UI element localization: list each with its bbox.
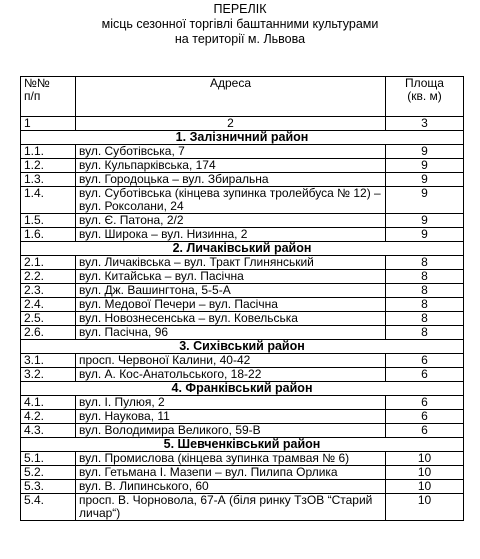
row-number-cell: 4.2. — [21, 410, 76, 424]
table-row — [21, 214, 464, 228]
row-area-cell: 6 — [386, 410, 464, 424]
row-area-cell: 9 — [386, 228, 464, 242]
row-address-cell: вул. Промислова (кінцева зупинка трамвая № 6) — [76, 452, 386, 466]
table-row — [21, 228, 464, 242]
row-number-cell: 5.2. — [21, 466, 76, 480]
table-row — [21, 326, 464, 340]
row-address-cell: вул. Пасічна, 96 — [76, 326, 386, 340]
table-row — [21, 159, 464, 173]
row-area-cell: 6 — [386, 368, 464, 382]
row-number-cell: 5.4. — [21, 494, 76, 521]
row-address-cell: вул. Суботівська (кінцева зупинка тролейбуса № 12) – вул. Роксолани, 24 — [76, 187, 386, 214]
row-address-cell: вул. В. Липинського, 60 — [76, 480, 386, 494]
row-area-cell: 10 — [386, 466, 464, 480]
table-body — [21, 131, 464, 521]
table-row — [21, 298, 464, 312]
table-row — [21, 256, 464, 270]
locations-table — [20, 76, 464, 521]
document-subtitle-line-1: місць сезонної торгівлі баштанними культурами — [101, 17, 379, 31]
row-area-cell: 9 — [386, 159, 464, 173]
row-address-cell: просп. В. Чорновола, 67-А (біля ринку ТзОВ “Старий личар“) — [76, 494, 386, 521]
district-heading-row — [21, 382, 464, 396]
column-index-3: 3 — [386, 117, 464, 131]
row-number-cell: 2.5. — [21, 312, 76, 326]
row-area-cell: 8 — [386, 326, 464, 340]
document-title: ПЕРЕЛІК — [213, 2, 267, 16]
column-index-row — [21, 117, 464, 131]
row-number-cell: 3.2. — [21, 368, 76, 382]
row-number-cell: 2.1. — [21, 256, 76, 270]
column-header-address: Адреса — [76, 77, 386, 117]
column-header-number: №№ п/п — [21, 77, 76, 117]
row-area-cell: 8 — [386, 284, 464, 298]
row-number-cell: 1.3. — [21, 173, 76, 187]
table-row — [21, 424, 464, 438]
table-header-row — [21, 77, 464, 117]
table-row — [21, 494, 464, 521]
table-row — [21, 452, 464, 466]
row-number-cell: 2.2. — [21, 270, 76, 284]
row-area-cell: 6 — [386, 354, 464, 368]
table-row — [21, 396, 464, 410]
row-address-cell: просп. Червоної Калини, 40-42 — [76, 354, 386, 368]
table-row — [21, 270, 464, 284]
table-row — [21, 284, 464, 298]
row-number-cell: 3.1. — [21, 354, 76, 368]
row-area-cell: 9 — [386, 173, 464, 187]
row-number-cell: 4.3. — [21, 424, 76, 438]
row-address-cell: вул. Суботівська, 7 — [76, 145, 386, 159]
row-area-cell: 9 — [386, 214, 464, 228]
row-area-cell: 8 — [386, 312, 464, 326]
row-area-cell: 9 — [386, 187, 464, 214]
row-address-cell: вул. Широка – вул. Низинна, 2 — [76, 228, 386, 242]
column-index-2: 2 — [76, 117, 386, 131]
row-area-cell: 10 — [386, 452, 464, 466]
table-row — [21, 145, 464, 159]
district-heading-row — [21, 242, 464, 256]
document-header — [0, 2, 480, 47]
row-address-cell: вул. Личаківська – вул. Тракт Глинянський — [76, 256, 386, 270]
district-heading-row — [21, 131, 464, 145]
row-address-cell: вул. Гетьмана І. Мазепи – вул. Пилипа Орлика — [76, 466, 386, 480]
row-address-cell: вул. Дж. Вашингтона, 5-5-А — [76, 284, 386, 298]
row-area-cell: 9 — [386, 145, 464, 159]
row-address-cell: вул. Китайська – вул. Пасічна — [76, 270, 386, 284]
row-area-cell: 10 — [386, 494, 464, 521]
table-row — [21, 173, 464, 187]
column-header-area: Площа (кв. м) — [386, 77, 464, 117]
table-row — [21, 368, 464, 382]
district-heading: 3. Сихівський район — [21, 340, 464, 354]
row-number-cell: 1.2. — [21, 159, 76, 173]
row-number-cell: 2.6. — [21, 326, 76, 340]
row-address-cell: вул. А. Кос-Анатольського, 18-22 — [76, 368, 386, 382]
row-address-cell: вул. Новознесенська – вул. Ковельська — [76, 312, 386, 326]
district-heading-row — [21, 340, 464, 354]
row-address-cell: вул. І. Пулюя, 2 — [76, 396, 386, 410]
row-number-cell: 2.4. — [21, 298, 76, 312]
table-row — [21, 410, 464, 424]
table-row — [21, 480, 464, 494]
row-number-cell: 1.5. — [21, 214, 76, 228]
row-number-cell: 5.3. — [21, 480, 76, 494]
row-address-cell: вул. Володимира Великого, 59-В — [76, 424, 386, 438]
row-area-cell: 8 — [386, 298, 464, 312]
row-area-cell: 6 — [386, 396, 464, 410]
row-number-cell: 4.1. — [21, 396, 76, 410]
row-address-cell: вул. Медової Печери – вул. Пасічна — [76, 298, 386, 312]
district-heading: 1. Залізничний район — [21, 131, 464, 145]
row-area-cell: 6 — [386, 424, 464, 438]
document-subtitle-line-2: на території м. Львова — [174, 32, 306, 46]
row-number-cell: 1.6. — [21, 228, 76, 242]
row-number-cell: 5.1. — [21, 452, 76, 466]
column-index-1: 1 — [21, 117, 76, 131]
row-area-cell: 8 — [386, 256, 464, 270]
row-area-cell: 10 — [386, 480, 464, 494]
district-heading: 2. Личаківський район — [21, 242, 464, 256]
table-row — [21, 466, 464, 480]
table-row — [21, 312, 464, 326]
district-heading: 5. Шевченківський район — [21, 438, 464, 452]
table-row — [21, 187, 464, 214]
district-heading: 4. Франківський район — [21, 382, 464, 396]
row-address-cell: вул. Наукова, 11 — [76, 410, 386, 424]
row-number-cell: 2.3. — [21, 284, 76, 298]
row-address-cell: вул. Кульпарківська, 174 — [76, 159, 386, 173]
row-number-cell: 1.1. — [21, 145, 76, 159]
district-heading-row — [21, 438, 464, 452]
row-address-cell: вул. Городоцька – вул. Збиральна — [76, 173, 386, 187]
row-number-cell: 1.4. — [21, 187, 76, 214]
row-address-cell: вул. Є. Патона, 2/2 — [76, 214, 386, 228]
table-row — [21, 354, 464, 368]
row-area-cell: 8 — [386, 270, 464, 284]
